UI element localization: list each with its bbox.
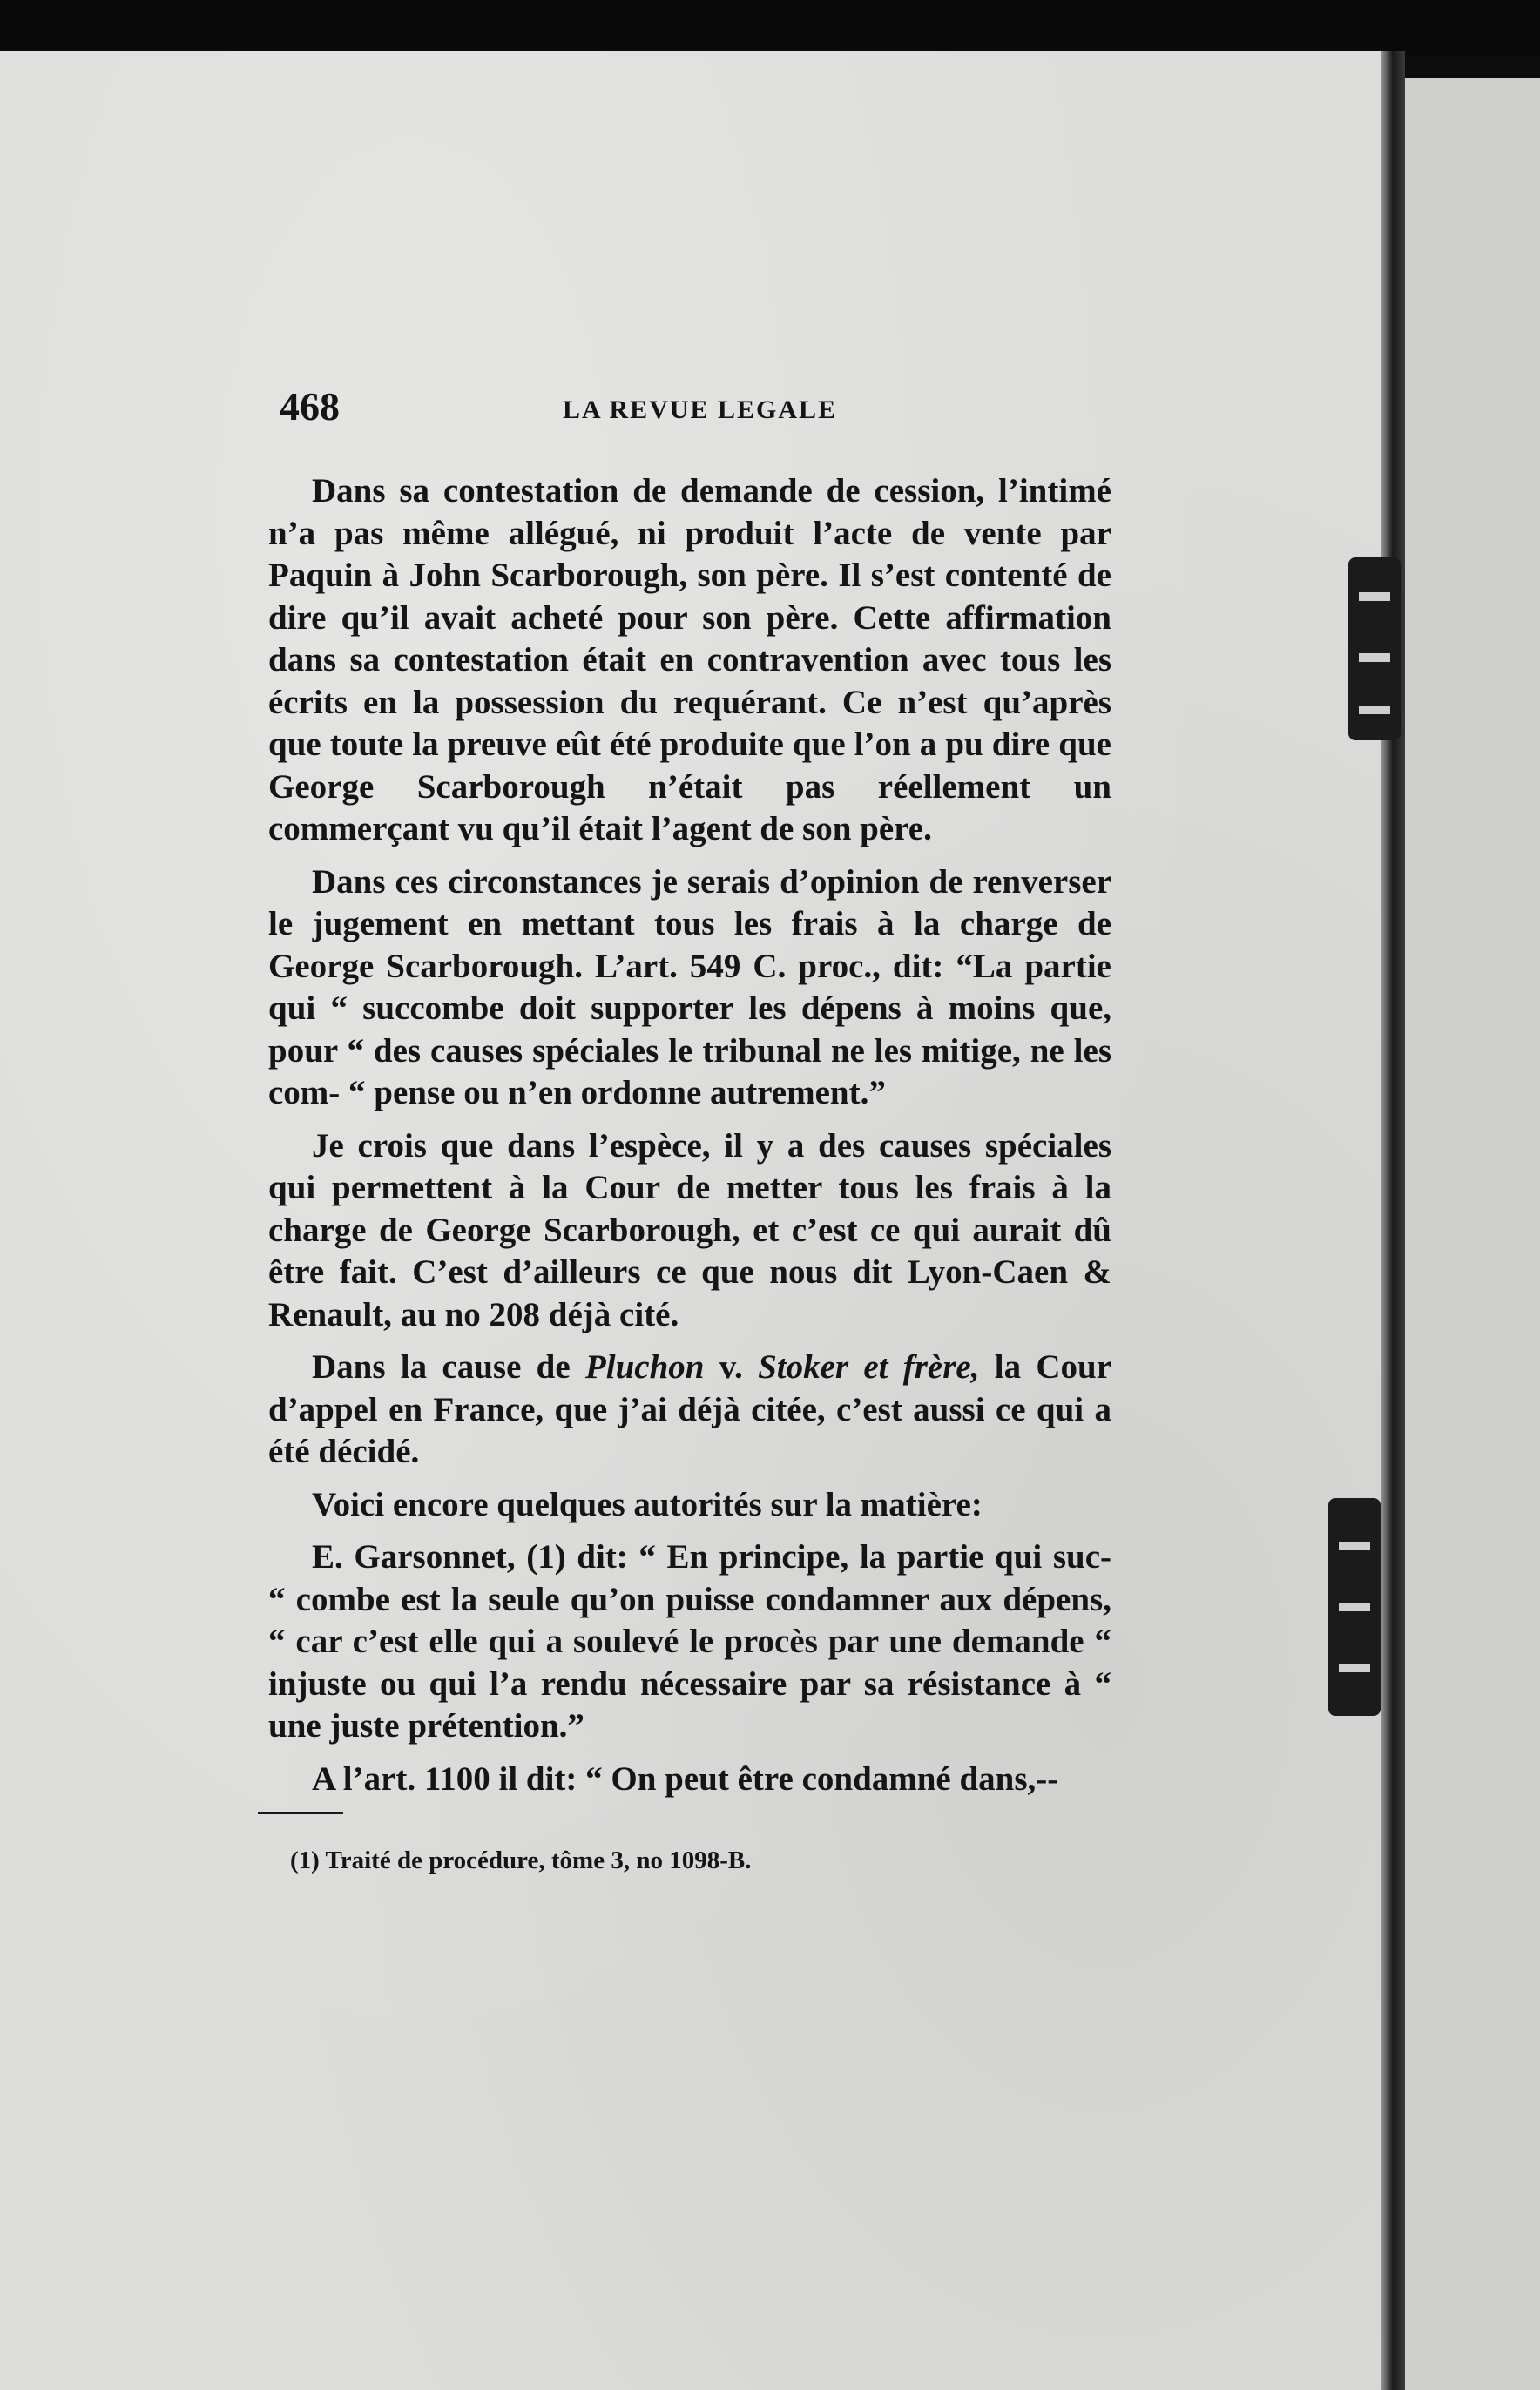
paragraph-2: Dans ces circonstances je serais d’opinion de renverser le jugement en mettant tous les frais à la charge de George Scarborough. L’art. 549 C. proc., dit: “La partie qui “ succombe doit supporter les dépens à moins que, pour “ des causes spéciales le tribunal ne les mitige, ne les com- “ pense ou n’en ordonne autrement.”: [268, 862, 1111, 1111]
running-head: LA REVUE LEGALE: [563, 395, 838, 424]
paragraph-6: E. Garsonnet, (1) dit: “ En principe, la partie qui suc- “ combe est la seule qu’on puisse condamner aux dépens, “ car c’est elle qui a soulevé le procès par une demande “ injuste ou qui l’a rendu nécessaire par sa résistance à “ une juste prétention.”: [268, 1538, 1111, 1745]
torn-edge-upper: [1348, 557, 1401, 740]
facing-page-edge: [1405, 78, 1540, 2390]
paragraph-4: [268, 1347, 1111, 1474]
case-name-pluchon: Pluchon: [584, 1348, 705, 1386]
book-gutter: [1381, 51, 1405, 2390]
footnote-rule: [258, 1812, 343, 1814]
paragraph-4-before: Dans la cause de: [312, 1348, 585, 1386]
paragraph-4-after: la Cour d’appel en France, que j’ai déjà citée, c’est aussi ce qui a été décidé.: [268, 1348, 1112, 1470]
page-header: [280, 383, 1116, 435]
torn-edge-lower: [1328, 1498, 1381, 1716]
body-text: [268, 470, 1111, 1811]
paragraph-1: Dans sa contestation de demande de cession, l’intimé n’a pas même allégué, ni produit l’acte de vente par Paquin à John Scarborough, son père. Il s’est contenté de dire qu’il avait acheté pour son père. Cette affirmation dans sa contestation était en contravention avec tous les écrits en la possession du requérant. Ce n’est qu’après que toute la preuve eût été produite que l’on a pu dire que George Scarborough n’était pas réellement un commerçant vu qu’il était l’agent de son père.: [268, 472, 1111, 847]
footnote: (1) Traité de procédure, tôme 3, no 1098-B.: [290, 1847, 752, 1874]
paragraph-5: Voici encore quelques autorités sur la matière:: [312, 1485, 983, 1523]
page-number: 468: [280, 384, 340, 429]
paragraph-7: A l’art. 1100 il dit: “ On peut être condamné dans,--: [312, 1759, 1059, 1798]
paragraph-4-middle: v.: [704, 1348, 759, 1386]
case-name-stoker: Stoker et frère,: [758, 1348, 980, 1386]
scan-top-band: [0, 0, 1540, 56]
paragraph-3: Je crois que dans l’espèce, il y a des causes spéciales qui permettent à la Cour de metter tous les frais à la charge de George Scarborough, et c’est ce qui aurait dû être fait. C’est d’ailleurs ce que nous dit Lyon-Caen & Renault, au no 208 déjà cité.: [268, 1126, 1111, 1333]
